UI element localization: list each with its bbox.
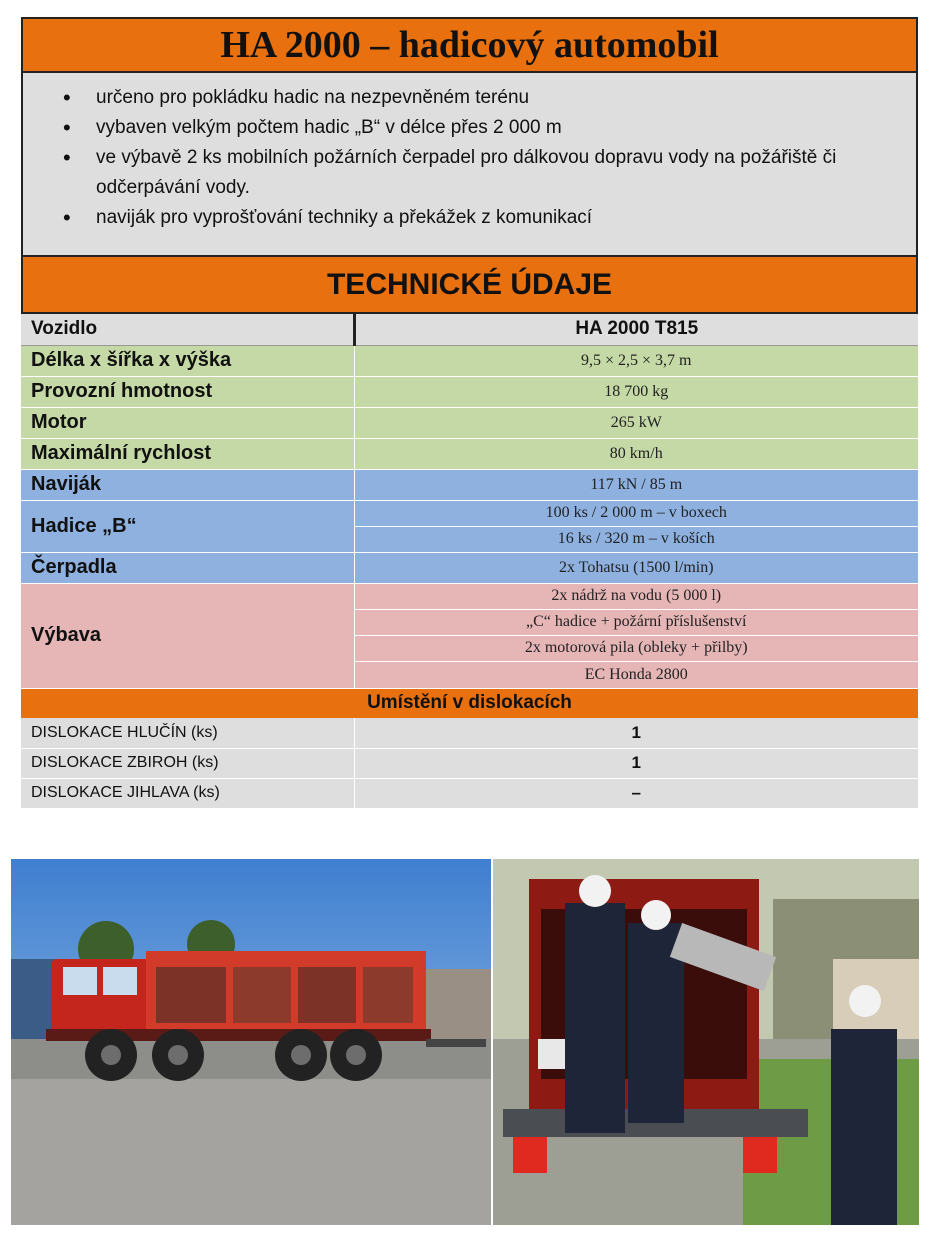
spec-label: Naviják xyxy=(21,469,354,500)
feature-list xyxy=(21,73,918,255)
spec-label: Maximální rychlost xyxy=(21,438,354,469)
location-count: 1 xyxy=(354,718,918,748)
spec-value: 80 km/h xyxy=(354,438,918,469)
spec-label: Provozní hmotnost xyxy=(21,376,354,407)
location-name: DISLOKACE ZBIROH (ks) xyxy=(21,748,354,778)
location-name: DISLOKACE JIHLAVA (ks) xyxy=(21,778,354,808)
page-title: HA 2000 – hadicový automobil xyxy=(220,24,719,66)
table-row xyxy=(21,469,918,500)
vehicle-label: Vozidlo xyxy=(21,314,354,345)
location-name: DISLOKACE HLUČÍN (ks) xyxy=(21,718,354,748)
section-header xyxy=(21,255,918,314)
location-count: 1 xyxy=(354,748,918,778)
vehicle-value: HA 2000 T815 xyxy=(354,314,918,345)
spec-value: 117 kN / 85 m xyxy=(354,469,918,500)
spec-value: „C“ hadice + požární příslušenství xyxy=(354,609,918,635)
table-row xyxy=(21,500,918,526)
spec-value: EC Honda 2800 xyxy=(354,661,918,688)
spec-label: Výbava xyxy=(21,583,354,688)
list-item: • vybaven velkým počtem hadic „B“ v délce přes 2 000 m xyxy=(63,113,896,143)
table-row xyxy=(21,376,918,407)
spec-value: 265 kW xyxy=(354,407,918,438)
table-row xyxy=(21,718,918,748)
table-row xyxy=(21,552,918,583)
spec-label: Čerpadla xyxy=(21,552,354,583)
table-row xyxy=(21,438,918,469)
table-row xyxy=(21,345,918,376)
spec-label: Motor xyxy=(21,407,354,438)
section-title: TECHNICKÉ ÚDAJE xyxy=(326,267,613,301)
spec-value: 18 700 kg xyxy=(354,376,918,407)
title-bar xyxy=(21,17,918,73)
spec-value: 2x nádrž na vodu (5 000 l) xyxy=(354,583,918,609)
firefighters-photo xyxy=(493,859,919,1225)
locations-header-row xyxy=(21,688,918,718)
spec-label: Délka x šířka x výška xyxy=(21,345,354,376)
list-item: • naviják pro vyprošťování techniky a překážek z komunikací xyxy=(63,203,896,233)
list-item: • určeno pro pokládku hadic na nezpevněném terénu xyxy=(63,83,896,113)
spec-value: 2x Tohatsu (1500 l/min) xyxy=(354,552,918,583)
locations-title: Umístění v dislokacích xyxy=(21,688,918,718)
spec-label: Hadice „B“ xyxy=(21,500,354,552)
spec-value: 9,5 × 2,5 × 3,7 m xyxy=(354,345,918,376)
table-header-row xyxy=(21,314,918,345)
table-row xyxy=(21,583,918,609)
vehicle-datasheet xyxy=(21,17,918,809)
spec-value: 100 ks / 2 000 m – v boxech xyxy=(354,500,918,526)
table-row xyxy=(21,407,918,438)
spec-value: 16 ks / 320 m – v koších xyxy=(354,526,918,552)
list-item: • ve výbavě 2 ks mobilních požárních čerpadel pro dálkovou dopravu vody na požářiště či odčerpávání vody. xyxy=(63,143,896,203)
spec-value: 2x motorová pila (obleky + přilby) xyxy=(354,635,918,661)
table-row xyxy=(21,778,918,808)
location-count: – xyxy=(354,778,918,808)
truck-side-photo xyxy=(11,859,491,1225)
table-row xyxy=(21,748,918,778)
technical-specs-table xyxy=(21,314,918,809)
